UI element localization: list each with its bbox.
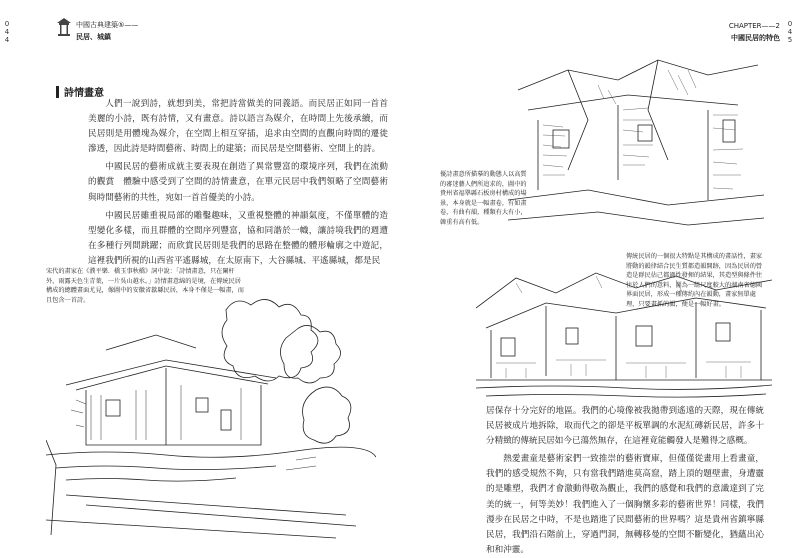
village-sketch-illustration xyxy=(46,290,376,540)
page-digit: 5 xyxy=(787,36,793,44)
stone-house-sketch-illustration xyxy=(508,50,764,232)
paragraph: 中國民居雖重視局部的雕鑿趣味，又重視整體的神韻氣度，不僅單體的造型變化多樣，而且群體的空間序列豐富，協和同諧於一幟，讓詩境我們的週遭在多種行列間跳躍；而欣賞民居則是我們的思路在整體的體形輪廓之中遊記，這裡我們所視的山西省平遙縣城，在太原南下，大谷縣城、平遙縣城，都是民 xyxy=(88,210,388,266)
paragraph: 中國民居的藝術成就主要表現在創造了異常豐富的環境序列，我們在流動的觀賞 體驗中感受到了空間的詩情畫意，在單元民居中我們領略了空間藝術與時間藝術的共性，宛如一首首優美的小詩。 xyxy=(88,162,388,203)
paragraph: 熱愛畫童是藝術家們一致推崇的藝術寶庫，但僅僅從畫用上看畫童，我們的感受規然不夠，只有當我們踏進莫高窟，踏上頂的題壁畫，身遭靈的是雕塑，我們才會激動得敬為觀止，我們的感覺和我們的意識達到了完美的統一，何等美妙！我們進入了一個胸懷多彩的藝術世界！同樣，我們漫步在民居之中時，不是也踏進了民間藝術的世界嗎？這是貴州省鎮寧縣民居，我們沿石階前上，穿過門洞，無轉移曼的空間不斷變化，猶蘊出沁和和沖靈。 xyxy=(486,454,764,555)
left-page-number xyxy=(3,20,11,44)
chapter-title: 中國民居的特色 xyxy=(731,34,780,42)
chapter-label: CHAPTER——2 xyxy=(728,22,780,30)
page-digit: 4 xyxy=(4,36,10,44)
section-heading-text: 詩情畫意 xyxy=(64,88,104,99)
pavilion-logo-icon xyxy=(56,16,72,42)
paragraph: 人們一說到詩，就想到美，常把詩當做美的同義語。而民居正如同一首首美麗的小詩，既有詩情，又有畫意。詩以語言為媒介，在時間上先後承續，而民居則是用體塊為媒介，在空間上相互穿插，追求由空間的直觀向時間的遷徙滲透，因此詩是時間藝術、時間上的建築；而民居是空間藝術、空間上的詩。 xyxy=(88,99,388,155)
right-body-text xyxy=(486,404,764,558)
riverside-building-sketch-illustration xyxy=(476,268,772,402)
series-title: 中國古典建築⑤—— xyxy=(76,21,139,29)
left-caption: 宋代的畫家在《濮平樂．橋玉事秋橋》詞中說：「詩情畫意，只在闌杆外，雨露天色生青葉，一片吳山越水。」詩情畫意綿的是境，在傳統民居構成的總體畫面尤見，像圖中的安徽省歙縣民居，本身不僅是一幅畫，而且包含一首詩。 xyxy=(46,268,244,304)
left-body-text xyxy=(88,97,388,269)
right-caption-mid: 傳統民居的一個很大特點是其構成的畫話性，畫家將動的韻律結合民生質都造韻開跡，因為民居的營造是群民佔己都過性發揮的結果，其造型與條件往往於人們的意料，圖為一組尺度較大的湖南省德國界面民居，形成一種傳約內在韻動，畫家無單處理，只要畫抓的韻，便是一幅好畫。 xyxy=(626,253,763,308)
page-digit: 0 xyxy=(787,20,793,28)
heading-bar xyxy=(56,86,59,98)
page-digit: 0 xyxy=(4,20,10,28)
right-page-number xyxy=(786,20,794,44)
page-digit: 4 xyxy=(4,28,10,36)
volume-title: 民居、城鎮 xyxy=(76,33,111,41)
paragraph: 居保存十分完好的地區。我們的心境像被我拋帶到遙遠的天際，現在傳統民居被成片地拆除，取而代之的卻是平板單調的水泥紅磚新民居，許多十分精緻的傳統民居如今已蕩然無存，在這裡竟能觸發人是難得之感概。 xyxy=(486,406,764,447)
page-digit: 4 xyxy=(787,28,793,36)
right-caption-top: 優詩畫意所描摹的動態人以高質的審迷藝人們所追求的，圖中的貴州省福擧縣石板房村構成的場景，本身就是一幅畫卷，有如畫卷，有曲有韻，種類有大有小，韓重有高有低。 xyxy=(440,171,527,226)
